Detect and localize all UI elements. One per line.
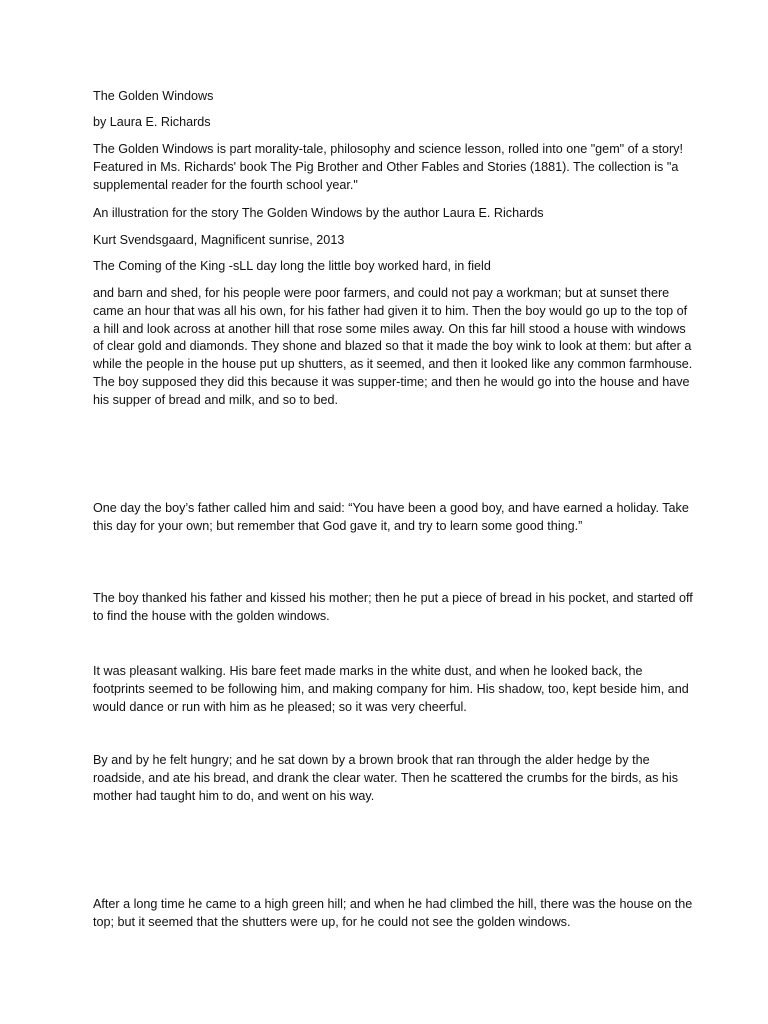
story-paragraph-1: and barn and shed, for his people were poor farmers, and could not pay a workman; but at sunset there came an hour that was all his own, for his father had given it to him. Then the boy would go up to the top of a hill and look across at another hill that rose some miles away. On this far hill stood a house with windows of clear gold and diamonds. They shone and blazed so that it made the boy wink to look at them: but after a while the people in the house put up shutters, as it seemed, and then it looked like any common farmhouse. The boy supposed they did this because it was supper-time; and then he would go into the house and have his supper of bread and milk, and so to bed. [93,286,693,407]
story-paragraph-4: It was pleasant walking. His bare feet made marks in the white dust, and when he looked back, the footprints seemed to be following him, and making company for him. His shadow, too, kept beside him, and would dance or run with him as he pleased; so it was very cheerful. [93,664,689,714]
story-paragraph-2: One day the boy’s father called him and said: “You have been a good boy, and have earned a holiday. Take this day for your own; but remember that God gave it, and try to learn some good thing.” [93,501,689,533]
story-paragraph-3: The boy thanked his father and kissed his mother; then he put a piece of bread in his pocket, and started off to find the house with the golden windows. [93,591,693,623]
story-opening-line: The Coming of the King -sLL day long the little boy worked hard, in field [93,259,491,273]
document-title: The Golden Windows [93,89,214,103]
author-line: by Laura E. Richards [93,115,211,129]
story-paragraph-5: By and by he felt hungry; and he sat down by a brown brook that ran through the alder hedge by the roadside, and ate his bread, and drank the clear water. Then he scattered the crumbs for the birds, as his mother had taught him to do, and went on his way. [93,753,679,803]
intro-paragraph: The Golden Windows is part morality-tale, philosophy and science lesson, rolled into one "gem" of a story! Featured in Ms. Richards' book The Pig Brother and Other Fables and Stories (1881). The collection is "a supplemental reader for the fourth school year." [93,142,683,192]
illustration-note: An illustration for the story The Golden Windows by the author Laura E. Richards [93,206,544,220]
story-paragraph-6: After a long time he came to a high green hill; and when he had climbed the hill, there was the house on the top; but it seemed that the shutters were up, for he could not see the golden windows. [93,897,693,929]
image-credit: Kurt Svendsgaard, Magnificent sunrise, 2013 [93,233,345,247]
